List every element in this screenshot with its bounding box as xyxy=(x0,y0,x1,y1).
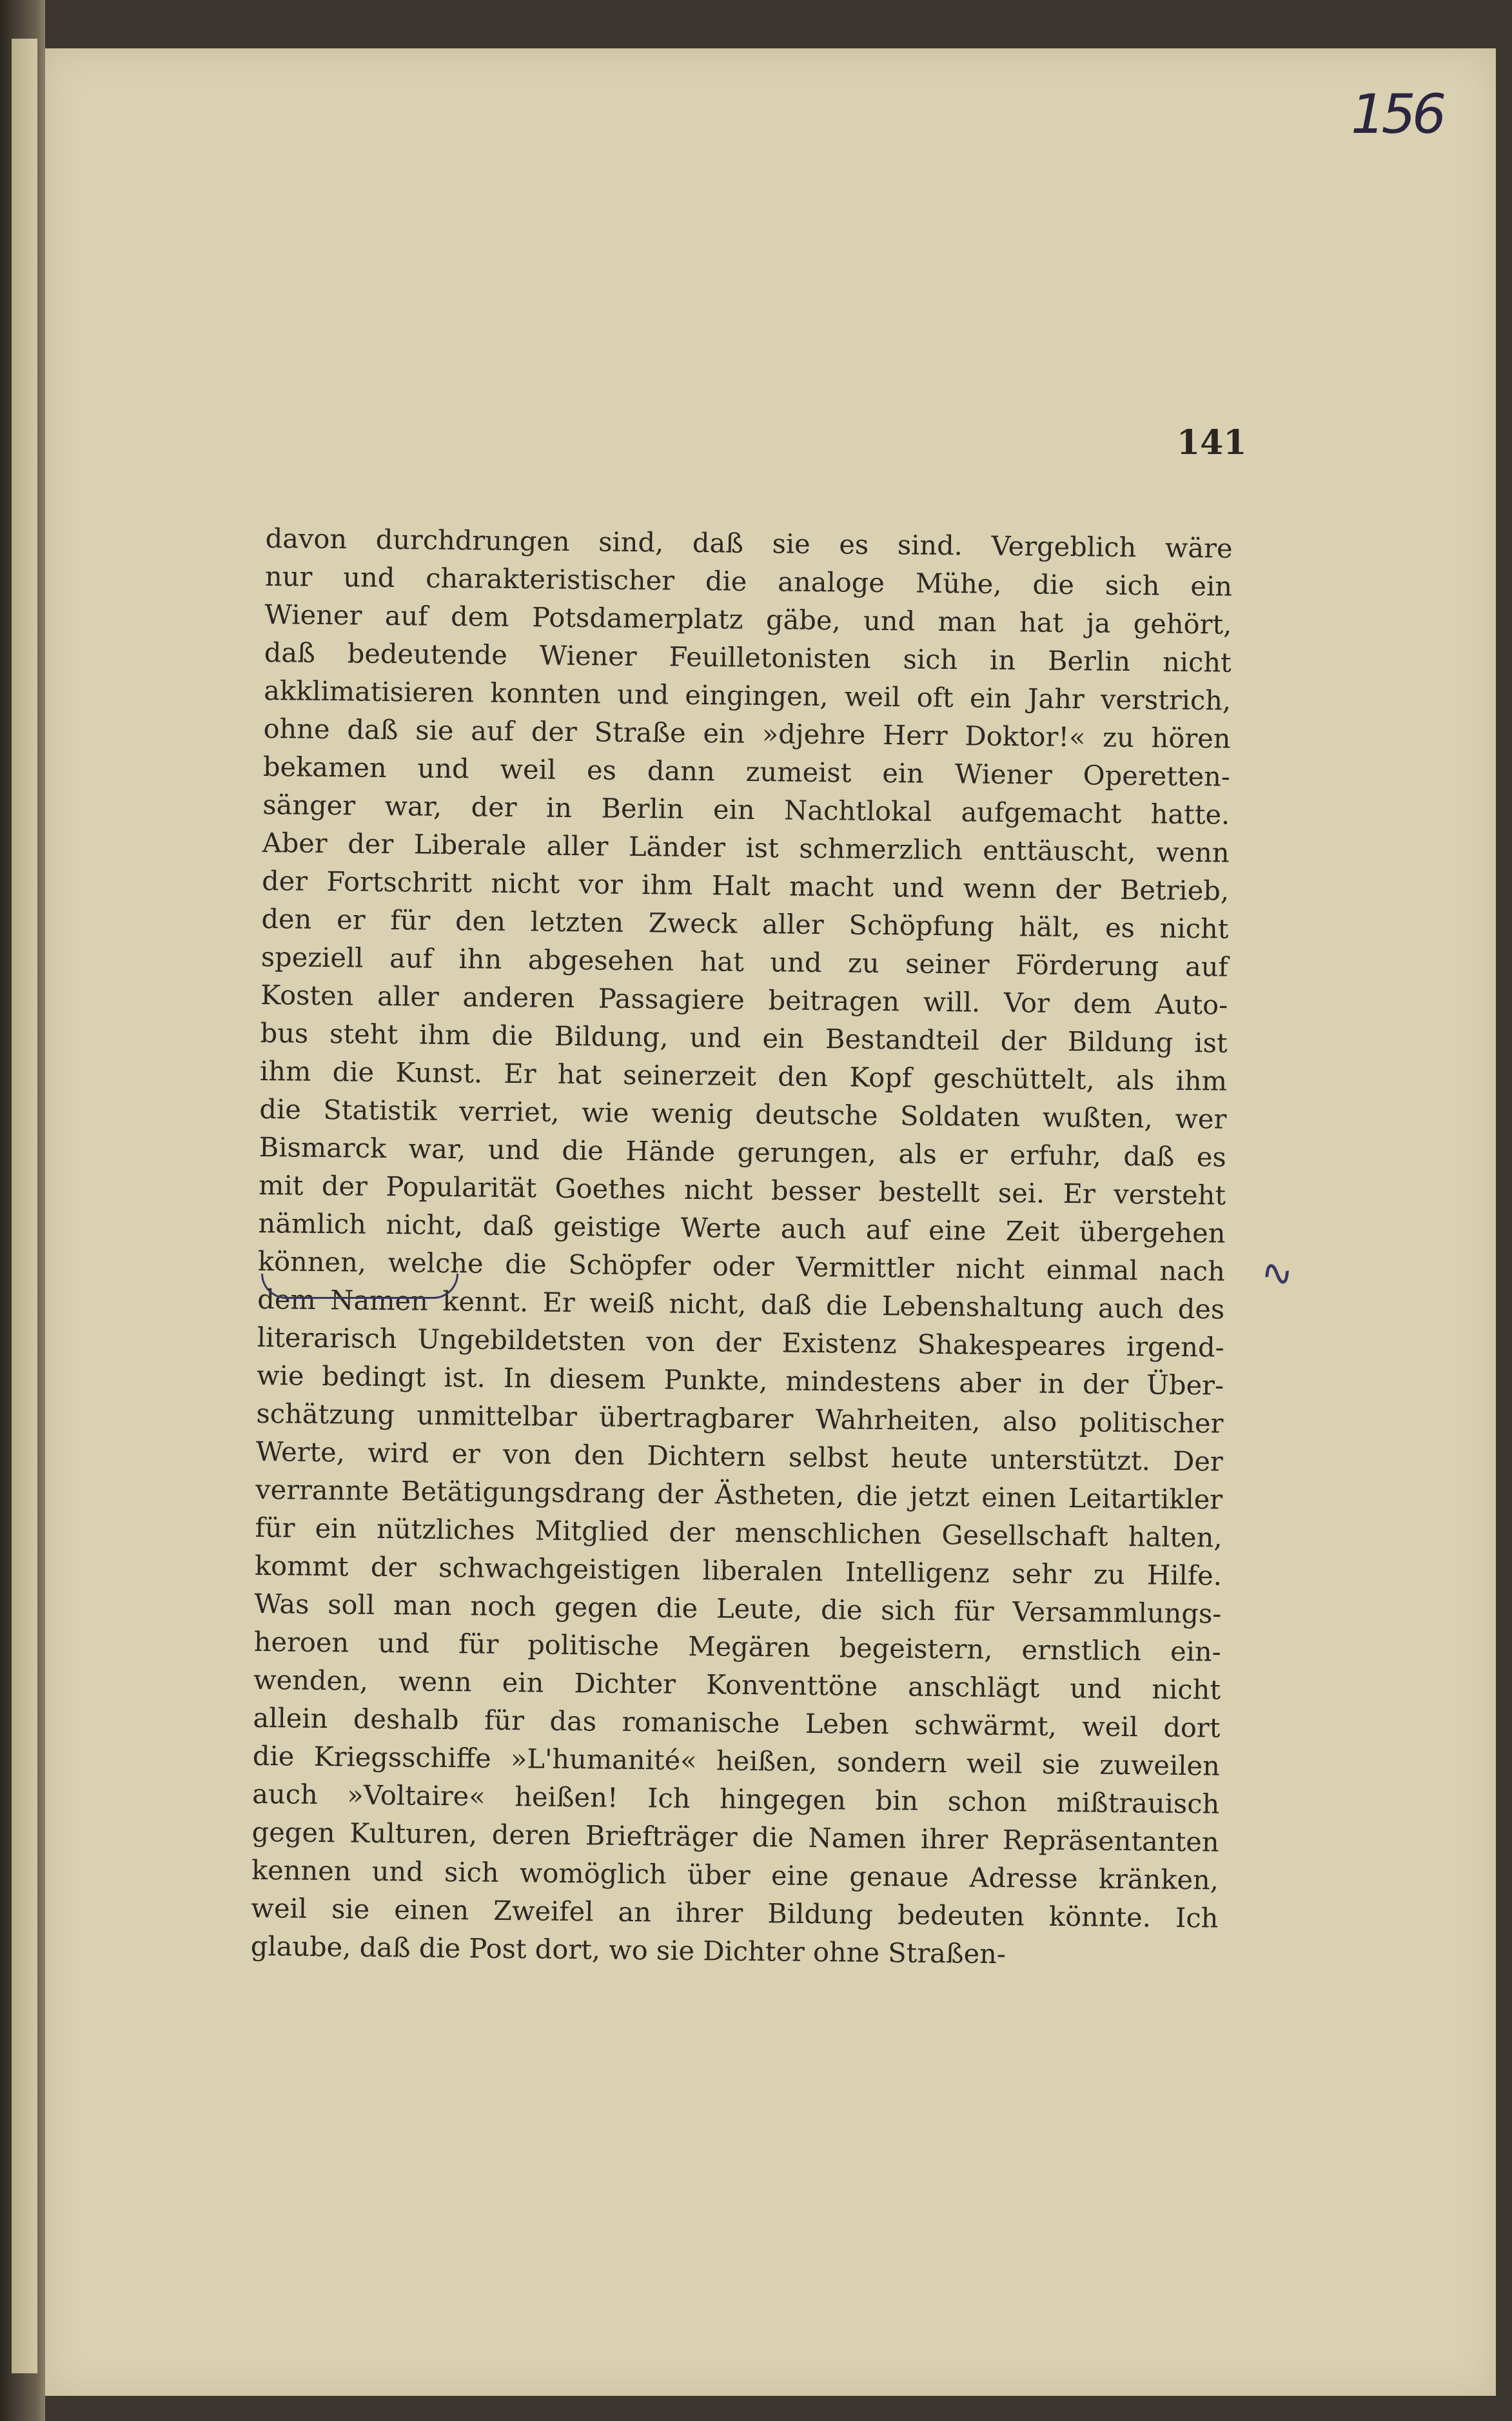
text-line: allein deshalb für das romanische Leben schwärmt, weil dort xyxy=(253,1701,1221,1744)
text-line: wie bedingt ist. In diesem Punkte, mindestens aber in der Über- xyxy=(256,1359,1224,1401)
text-line: Was soll man noch gegen die Leute, die sich für Versammlungs- xyxy=(254,1587,1222,1630)
text-line: mit der Popularität Goethes nicht besser bestellt sei. Er versteht xyxy=(258,1169,1226,1211)
text-line: glaube, daß die Post dort, wo sie Dichter ohne Straßen- xyxy=(250,1930,1006,1970)
text-line: ohne daß sie auf der Straße ein »djehre Herr Doktor!« zu hören xyxy=(263,712,1231,755)
text-line: nur und charakteristischer die analoge Mühe, die sich ein xyxy=(264,560,1233,602)
text-line: schätzung unmittelbar übertragbarer Wahrheiten, also politischer xyxy=(256,1397,1224,1439)
text-line: literarisch Ungebildetsten von der Existenz Shakespeares irgend- xyxy=(257,1321,1224,1363)
text-line: gegen Kulturen, deren Briefträger die Namen ihrer Repräsentanten xyxy=(251,1815,1219,1858)
text-line: bekamen und weil es dann zumeist ein Wiener Operetten- xyxy=(262,750,1231,793)
text-line: den er für den letzten Zweck aller Schöpfung hält, es nicht xyxy=(261,902,1229,945)
text-line: für ein nützliches Mitglied der menschlichen Gesellschaft halten, xyxy=(255,1511,1222,1554)
body-text xyxy=(251,519,1233,1975)
text-line: davon durchdrungen sind, daß sie es sind. Vergeblich wäre xyxy=(265,522,1233,564)
page-number: 141 xyxy=(1177,423,1247,462)
text-line: weil sie einen Zweifel an ihrer Bildung bedeuten könnte. Ich xyxy=(251,1892,1219,1934)
text-line: Kosten aller anderen Passagiere beitragen will. Vor dem Auto- xyxy=(260,978,1228,1021)
margin-annotation-mark: ∿ xyxy=(1257,1248,1297,1298)
text-line: die Statistik verriet, wie wenig deutsche Soldaten wußten, wer xyxy=(259,1092,1227,1135)
text-line: Werte, wird er von den Dichtern selbst heute unterstützt. Der xyxy=(255,1435,1224,1477)
text-line: ihm die Kunst. Er hat seinerzeit den Kopf geschüttelt, als ihm xyxy=(259,1054,1228,1097)
text-line: Bismarck war, und die Hände gerungen, als er erfuhr, daß es xyxy=(259,1131,1226,1173)
text-line: speziell auf ihn abgesehen hat und zu seiner Förderung auf xyxy=(260,940,1229,983)
text-line: heroen und für politische Megären begeistern, ernstlich ein- xyxy=(253,1625,1221,1668)
text-line: Aber der Liberale aller Länder ist schmerzlich enttäuscht, wenn xyxy=(262,826,1230,869)
text-line: verrannte Betätigungsdrang der Ästheten, die jetzt einen Leitartikler xyxy=(255,1473,1223,1516)
text-line: kommt der schwachgeistigen liberalen Intelligenz sehr zu Hilfe. xyxy=(254,1549,1222,1592)
text-line: auch »Voltaire« heißen! Ich hingegen bin schon mißtrauisch xyxy=(252,1777,1220,1820)
handwritten-folio-number: 156 xyxy=(1351,83,1443,146)
text-line: bus steht ihm die Bildung, und ein Bestandteil der Bildung ist xyxy=(260,1016,1228,1059)
text-line: nämlich nicht, daß geistige Werte auch auf eine Zeit übergehen xyxy=(258,1207,1226,1249)
text-line: können, welche die Schöpfer oder Vermittler nicht einmal nach xyxy=(257,1245,1226,1287)
text-line: sänger war, der in Berlin ein Nachtlokal aufgemacht hatte. xyxy=(262,788,1230,831)
text-line: wenden, wenn ein Dichter Konventtöne anschlägt und nicht xyxy=(253,1663,1221,1706)
text-line: daß bedeutende Wiener Feuilletonisten sich in Berlin nicht xyxy=(264,636,1232,678)
handwritten-underline-mark xyxy=(261,1274,458,1299)
text-line: Wiener auf dem Potsdamerplatz gäbe, und man hat ja gehört, xyxy=(264,598,1232,640)
text-line: der Fortschritt nicht vor ihm Halt macht und wenn der Betrieb, xyxy=(261,864,1230,907)
left-page-edge xyxy=(12,39,37,2373)
text-line: akklimatisieren konnten und eingingen, weil oft ein Jahr verstrich, xyxy=(263,674,1232,716)
text-line: dem Namen kennt. Er weiß nicht, daß die Lebenshaltung auch des xyxy=(257,1283,1225,1325)
text-line: die Kriegsschiffe »L'humanité« heißen, sondern weil sie zuweilen xyxy=(252,1739,1221,1782)
text-line: kennen und sich womöglich über eine genaue Adresse kränken, xyxy=(251,1853,1219,1896)
